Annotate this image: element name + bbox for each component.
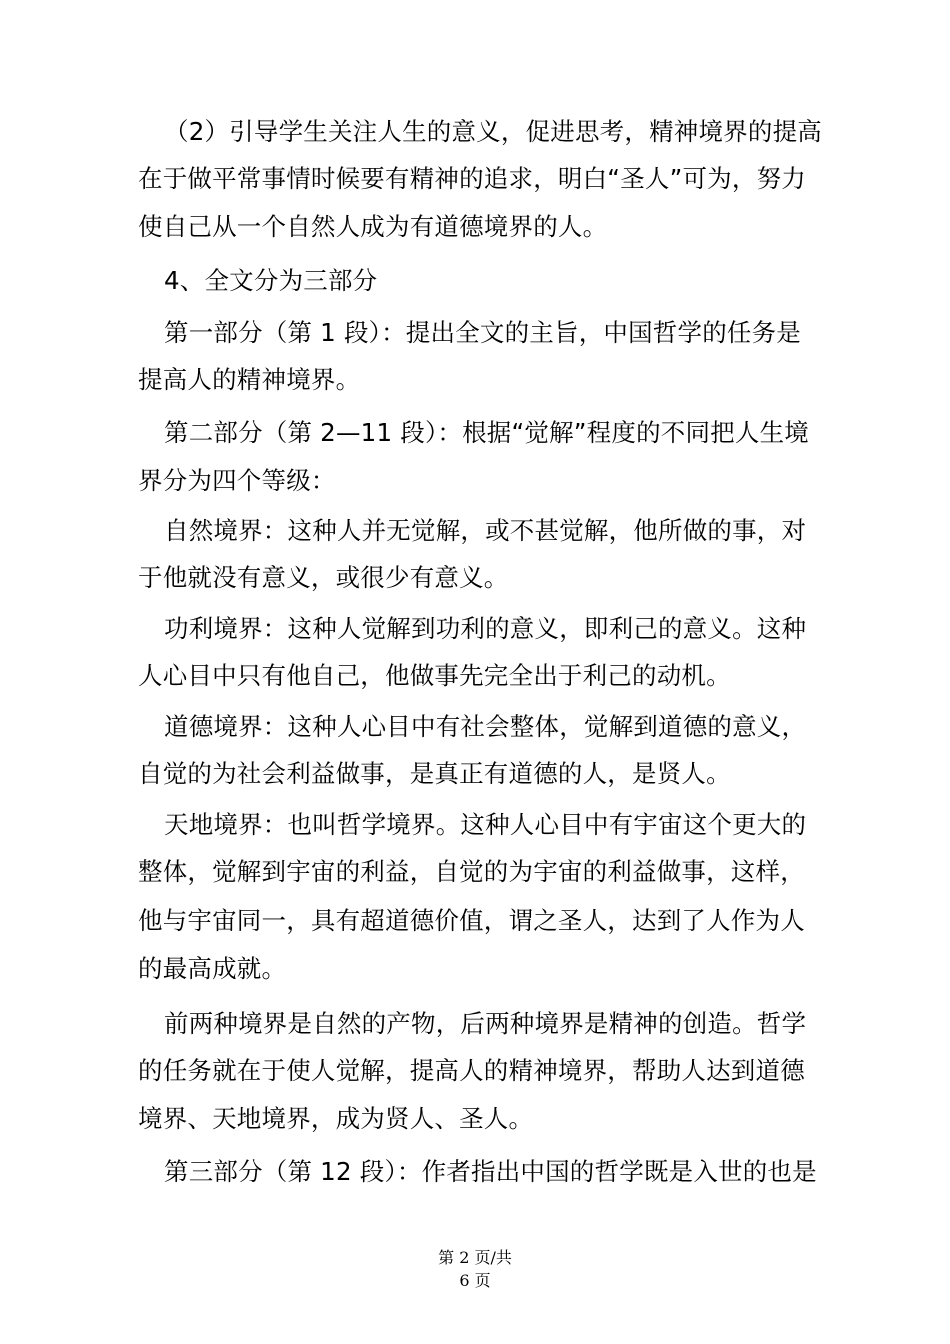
text-line: 第一部分（第 1 段）：提出全文的主旨，中国哲学的任务是 <box>164 318 802 347</box>
text-line: 提高人的精神境界。 <box>138 365 361 394</box>
text-line: 天地境界：也叫哲学境界。这种人心目中有宇宙这个更大的 <box>164 810 807 839</box>
text-line: 境界、天地境界，成为贤人、圣人。 <box>138 1104 534 1133</box>
text-line: 第三部分（第 12 段）：作者指出中国的哲学既是入世的也是 <box>164 1157 817 1186</box>
text-line: 界分为四个等级： <box>138 466 336 495</box>
text-line: 自然境界：这种人并无觉解，或不甚觉解，他所做的事，对 <box>164 516 807 545</box>
text-line: 在于做平常事情时候要有精神的追求，明白“圣人”可为，努力 <box>138 164 806 193</box>
text-line: 前两种境界是自然的产物，后两种境界是精神的创造。哲学 <box>164 1009 807 1038</box>
text-line: 人心目中只有他自己，他做事先完全出于利己的动机。 <box>138 661 731 690</box>
text-line: 的最高成就。 <box>138 954 287 983</box>
text-line: 整体，觉解到宇宙的利益，自觉的为宇宙的利益做事，这样， <box>138 857 805 886</box>
text-line: 自觉的为社会利益做事，是真正有道德的人，是贤人。 <box>138 759 731 788</box>
text-line: 使自己从一个自然人成为有道德境界的人。 <box>138 212 608 241</box>
text-line: （2）引导学生关注人生的意义，促进思考，精神境界的提高 <box>164 117 822 146</box>
text-line: 他与宇宙同一，具有超道德价值，谓之圣人，达到了人作为人 <box>138 906 805 935</box>
text-line: 于他就没有意义，或很少有意义。 <box>138 563 509 592</box>
section-heading: 4、全文分为三部分 <box>164 266 378 295</box>
text-line: 第二部分（第 2—11 段）：根据“觉解”程度的不同把人生境 <box>164 418 809 447</box>
text-line: 道德境界：这种人心目中有社会整体，觉解到道德的意义， <box>164 712 807 741</box>
page-number-line-2: 6 页 <box>459 1271 491 1290</box>
text-line: 功利境界：这种人觉解到功利的意义，即利己的意义。这种 <box>164 614 807 643</box>
text-line: 的任务就在于使人觉解，提高人的精神境界，帮助人达到道德 <box>138 1056 805 1085</box>
page-number-line-1: 第 2 页/共 <box>438 1248 512 1267</box>
